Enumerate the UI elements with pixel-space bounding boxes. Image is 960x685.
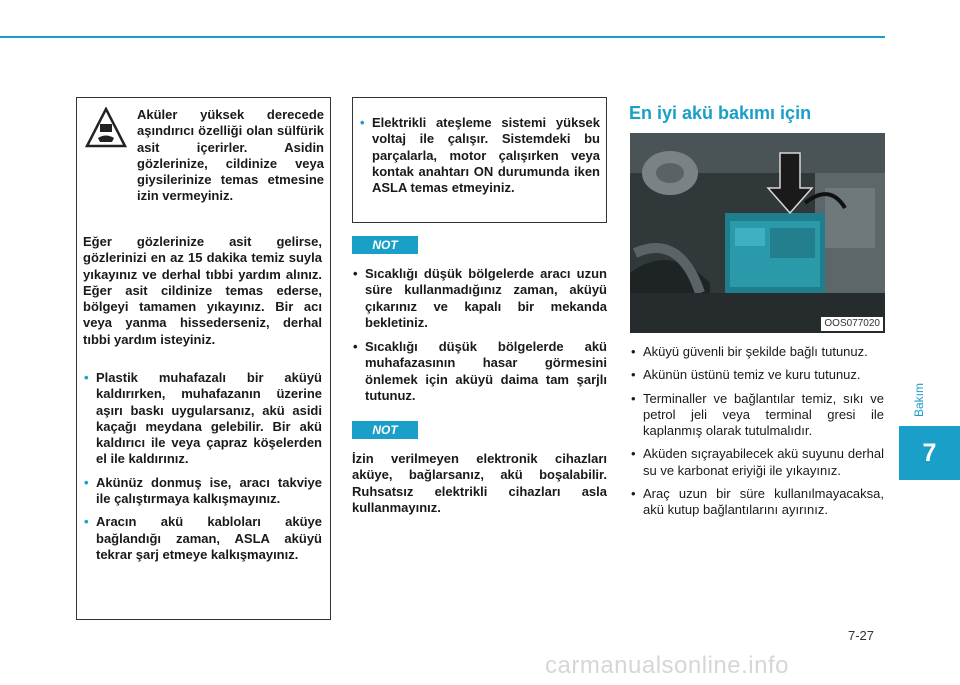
list-item: • Sıcaklığı düşük bölgelerde akü muhafazasının hasar görmesini önlemek için aküyü daima tam şarjlı tutunuz. xyxy=(352,339,607,404)
notice-bullet-list xyxy=(352,266,607,412)
battery-care-list xyxy=(630,344,884,526)
notice-label: NOT xyxy=(352,421,418,439)
list-item: • Akünüz donmuş ise, aracı takviye ile çalıştırmaya kalkışmayınız. xyxy=(83,475,322,508)
list-item: • Akünün üstünü temiz ve kuru tutunuz. xyxy=(630,367,884,383)
list-item: • Araç uzun bir süre kullanılmayacaksa, akü kutup bağlantılarını ayırınız. xyxy=(630,486,884,519)
acid-warning-text: Aküler yüksek derecede aşındırıcı özelliği olan sülfürik asit içerirler. Asidin gözlerinize, cildinize veya giysilerinize temas etmesine izin vermeyiniz. xyxy=(137,107,324,204)
list-item: • Terminaller ve bağlantılar temiz, sıkı ve petrol jeli veya terminal gresi ile kaplanmış olarak tutulmalıdır. xyxy=(630,391,884,440)
list-item: • Sıcaklığı düşük bölgelerde aracı uzun süre kullanmadığınız zaman, aküyü çıkarınız ve kapalı bir mekanda bekletiniz. xyxy=(352,266,607,331)
page-number: 7-27 xyxy=(848,628,875,643)
photo-code: OOS077020 xyxy=(821,317,883,331)
watermark: carmanualsonline.info xyxy=(545,652,789,679)
warning-box-left xyxy=(76,97,331,620)
chapter-label: Bakım xyxy=(912,383,926,418)
warning-box-middle xyxy=(352,97,607,223)
list-item: • Aküyü güvenli bir şekilde bağlı tutunuz. xyxy=(630,344,884,360)
eye-contact-paragraph: Eğer gözlerinize asit gelirse, gözlerinizi en az 15 dakika temiz suyla yıkayınız ve derhal tıbbi yardım alınız. Eğer asit cildinize temas ederse, bölgeyi tamamen yıkayınız. Bir acı veya yanma hissederseniz, derhal tıbbi yardım isteyiniz. xyxy=(83,234,322,347)
chapter-number: 7 xyxy=(922,439,937,467)
list-item: • Aracın akü kabloları aküye bağlandığı zaman, ASLA aküyü tekrar şarj etmeye kalkışmayınız. xyxy=(83,514,322,563)
left-bullet-list xyxy=(83,370,322,570)
battery-photo xyxy=(630,133,885,333)
section-heading: En iyi akü bakımı için xyxy=(629,103,812,123)
list-item: • Elektrikli ateşleme sistemi yüksek voltaj ile çalışır. Sistemdeki bu parçalarla, motor çalışırken veya kontak anahtarı ON durumunda iken ASLA temas etmeyiniz. xyxy=(359,115,600,196)
chapter-tab xyxy=(899,426,960,480)
list-item: • Plastik muhafazalı bir aküyü kaldırırken, muhafazanın üzerine aşırı baskı uygularsanız, akü asidi kaçağı meydana gelebilir. Bir akü kaldırıcı ile veya çapraz köşelerden el ile kaldırınız. xyxy=(83,370,322,468)
notice-label: NOT xyxy=(352,236,418,254)
engine-bay-illustration xyxy=(630,133,885,333)
top-rule xyxy=(0,36,885,38)
acid-warning-icon xyxy=(85,107,127,149)
middle-box-bullet-list xyxy=(359,115,600,196)
notice-paragraph: İzin verilmeyen elektronik cihazları aküye, bağlarsanız, akü boşalabilir. Ruhsatsız elektrikli cihazları asla kullanmayınız. xyxy=(352,451,607,515)
list-item: • Aküden sıçrayabilecek akü suyunu derhal su ve karbonat eriyiği ile yıkayınız. xyxy=(630,446,884,479)
